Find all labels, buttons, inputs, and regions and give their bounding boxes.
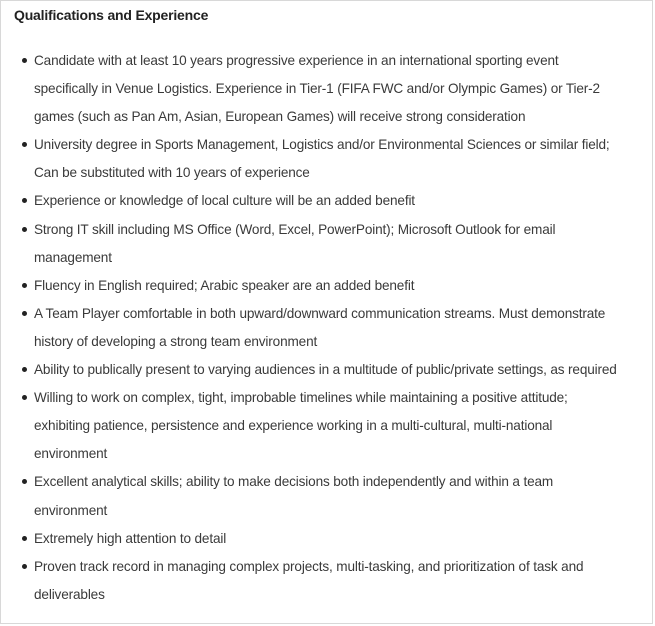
list-item-text: Excellent analytical skills; ability to make decisions both independently and within a team environment — [34, 474, 554, 518]
list-item — [1, 525, 641, 553]
bullet-icon — [22, 311, 27, 316]
list-item-text: Fluency in English required; Arabic speaker are an added benefit — [34, 277, 415, 293]
list-item — [1, 47, 641, 131]
list-item — [1, 356, 641, 384]
list-item-text: University degree in Sports Management, Logistics and/or Environmental Sciences or similar field; Can be substituted with 10 years of experience — [34, 137, 610, 181]
list-item — [1, 272, 641, 300]
list-item-text: Strong IT skill including MS Office (Word, Excel, PowerPoint); Microsoft Outlook for email management — [34, 221, 556, 265]
bullet-icon — [22, 367, 27, 372]
list-item — [1, 131, 641, 187]
bullet-icon — [22, 536, 27, 541]
list-item — [1, 187, 641, 215]
list-item — [1, 553, 641, 609]
list-item-text: Proven track record in managing complex projects, multi-tasking, and prioritization of task and deliverables — [34, 558, 584, 602]
list-item — [1, 216, 641, 272]
list-item-text: Experience or knowledge of local culture will be an added benefit — [34, 193, 415, 209]
bullet-icon — [22, 142, 27, 147]
list-item-text: Extremely high attention to detail — [34, 530, 227, 546]
list-item-text: Willing to work on complex, tight, improbable timelines while maintaining a positive attitude; exhibiting patience, persistence and experience working in a multi-cultural, multi-national environment — [34, 390, 568, 462]
list-item — [1, 300, 641, 356]
bullet-icon — [22, 283, 27, 288]
bullet-icon — [22, 58, 27, 63]
bullet-icon — [22, 395, 27, 400]
list-item — [1, 384, 641, 468]
qualifications-list — [1, 47, 641, 609]
bullet-icon — [22, 564, 27, 569]
list-item-text: Ability to publically present to varying audiences in a multitude of public/private settings, as required — [34, 362, 617, 378]
bullet-icon — [22, 227, 27, 232]
list-item-text: A Team Player comfortable in both upward/downward communication streams. Must demonstrate history of developing a strong team environment — [34, 305, 606, 349]
list-item-text: Candidate with at least 10 years progressive experience in an international sporting event specifically in Venue Logistics. Experience in Tier-1 (FIFA FWC and/or Olympic Games) or Tier-2 games (such as Pan Am, Asian, European Games) will receive strong consideration — [34, 53, 600, 125]
section-title: Qualifications and Experience — [14, 7, 209, 23]
list-item — [1, 468, 641, 524]
bullet-icon — [22, 479, 27, 484]
bullet-icon — [22, 198, 27, 203]
